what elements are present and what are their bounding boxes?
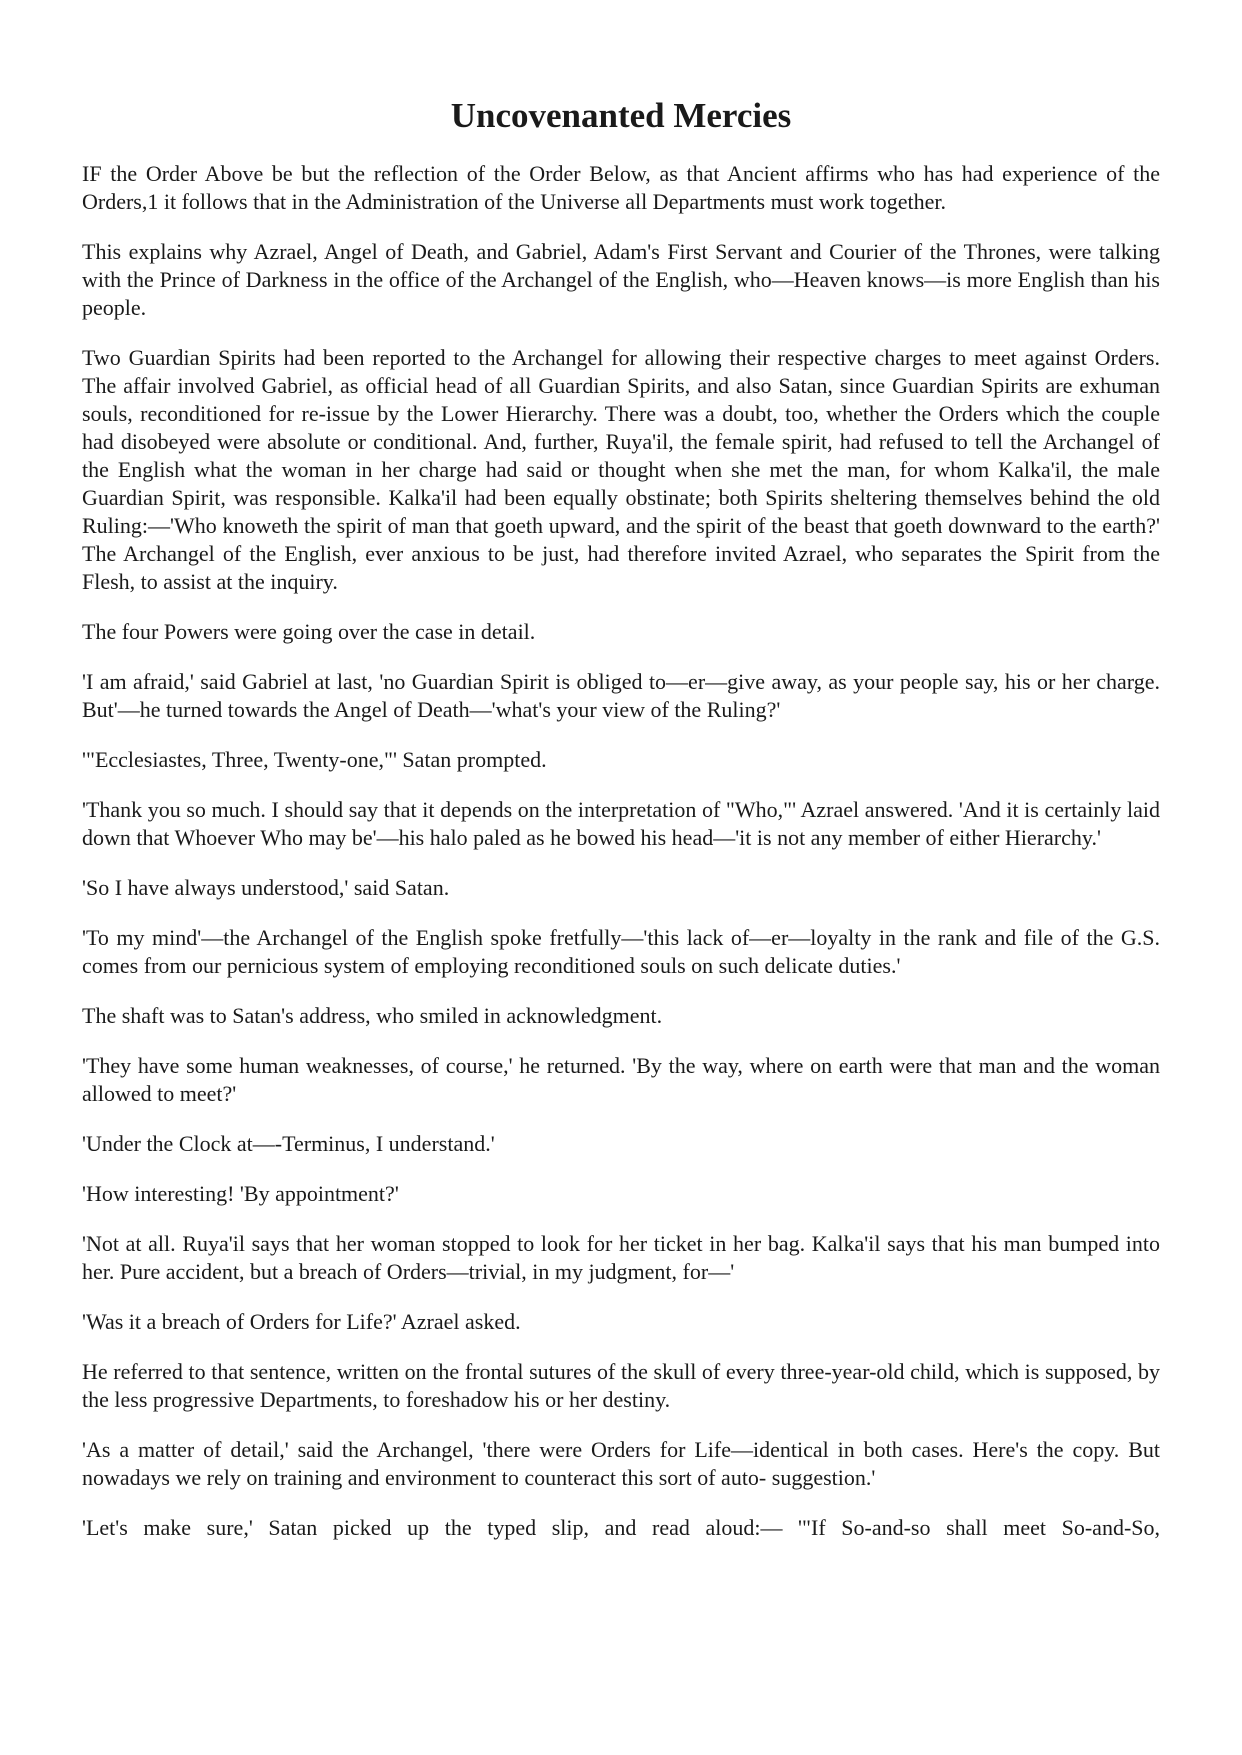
paragraph-2: This explains why Azrael, Angel of Death, and Gabriel, Adam's First Servant and Courier of the Thrones, were talking with the Prince of Darkness in the office of the Archangel of the English, who—Heaven knows—is more English than his people. (82, 239, 1160, 320)
paragraph-9: 'To my mind'—the Archangel of the English spoke fretfully—'this lack of—er—loyalty in the rank and file of the G.S. comes from our pernicious system of employing reconditioned souls on such delicate duties.' (82, 925, 1160, 978)
document-page (82, 84, 1160, 1542)
paragraph-5: 'I am afraid,' said Gabriel at last, 'no Guardian Spirit is obliged to—er—give away, as your people say, his or her charge. But'—he turned towards the Angel of Death—'what's your view of the Ruling?' (82, 669, 1160, 722)
paragraph-16: He referred to that sentence, written on the frontal sutures of the skull of every three-year-old child, which is supposed, by the less progressive Departments, to foreshadow his or her destiny. (82, 1359, 1160, 1412)
paragraph-7: 'Thank you so much. I should say that it depends on the interpretation of "Who,"' Azrael answered. 'And it is certainly laid down that Whoever Who may be'—his halo paled as he bowed his head—'it is not any member of either Hierarchy.' (82, 797, 1160, 850)
paragraph-10: The shaft was to Satan's address, who smiled in acknowledgment. (82, 1003, 663, 1028)
paragraph-18: 'Let's make sure,' Satan picked up the typed slip, and read aloud:— '"If So-and-so shall meet So-and-So, (82, 1515, 1160, 1540)
page-title: Uncovenanted Mercies (450, 96, 792, 135)
paragraph-15: 'Was it a breach of Orders for Life?' Azrael asked. (82, 1309, 521, 1334)
paragraph-12: 'Under the Clock at—-Terminus, I understand.' (82, 1131, 495, 1156)
paragraph-14: 'Not at all. Ruya'il says that her woman stopped to look for her ticket in her bag. Kalka'il says that his man bumped into her. Pure accident, but a breach of Orders—trivial, in my judgment, for—' (82, 1231, 1160, 1284)
paragraph-11: 'They have some human weaknesses, of course,' he returned. 'By the way, where on earth were that man and the woman allowed to meet?' (82, 1053, 1160, 1106)
paragraph-6: '"Ecclesiastes, Three, Twenty-one,"' Satan prompted. (82, 747, 547, 772)
paragraph-1: IF the Order Above be but the reflection of the Order Below, as that Ancient affirms who has had experience of the Orders,1 it follows that in the Administration of the Universe all Departments must work together. (82, 161, 1160, 214)
paragraph-17: 'As a matter of detail,' said the Archangel, 'there were Orders for Life—identical in both cases. Here's the copy. But nowadays we rely on training and environment to counteract this sort of auto- suggestion.' (82, 1437, 1160, 1490)
paragraph-4: The four Powers were going over the case in detail. (82, 619, 536, 644)
paragraph-8: 'So I have always understood,' said Satan. (82, 875, 450, 900)
paragraph-13: 'How interesting! 'By appointment?' (82, 1181, 399, 1206)
paragraph-3: Two Guardian Spirits had been reported to the Archangel for allowing their respective charges to meet against Orders. The affair involved Gabriel, as official head of all Guardian Spirits, and also Satan, since Guardian Spirits are exhuman souls, reconditioned for re-issue by the Lower Hierarchy. There was a doubt, too, whether the Orders which the couple had disobeyed were absolute or conditional. And, further, Ruya'il, the female spirit, had refused to tell the Archangel of the English what the woman in her charge had said or thought when she met the man, for whom Kalka'il, the male Guardian Spirit, was responsible. Kalka'il had been equally obstinate; both Spirits sheltering themselves behind the old Ruling:—'Who knoweth the spirit of man that goeth upward, and the spirit of the beast that goeth downward to the earth?' The Archangel of the English, ever anxious to be just, had therefore invited Azrael, who separates the Spirit from the Flesh, to assist at the inquiry. (82, 345, 1160, 594)
